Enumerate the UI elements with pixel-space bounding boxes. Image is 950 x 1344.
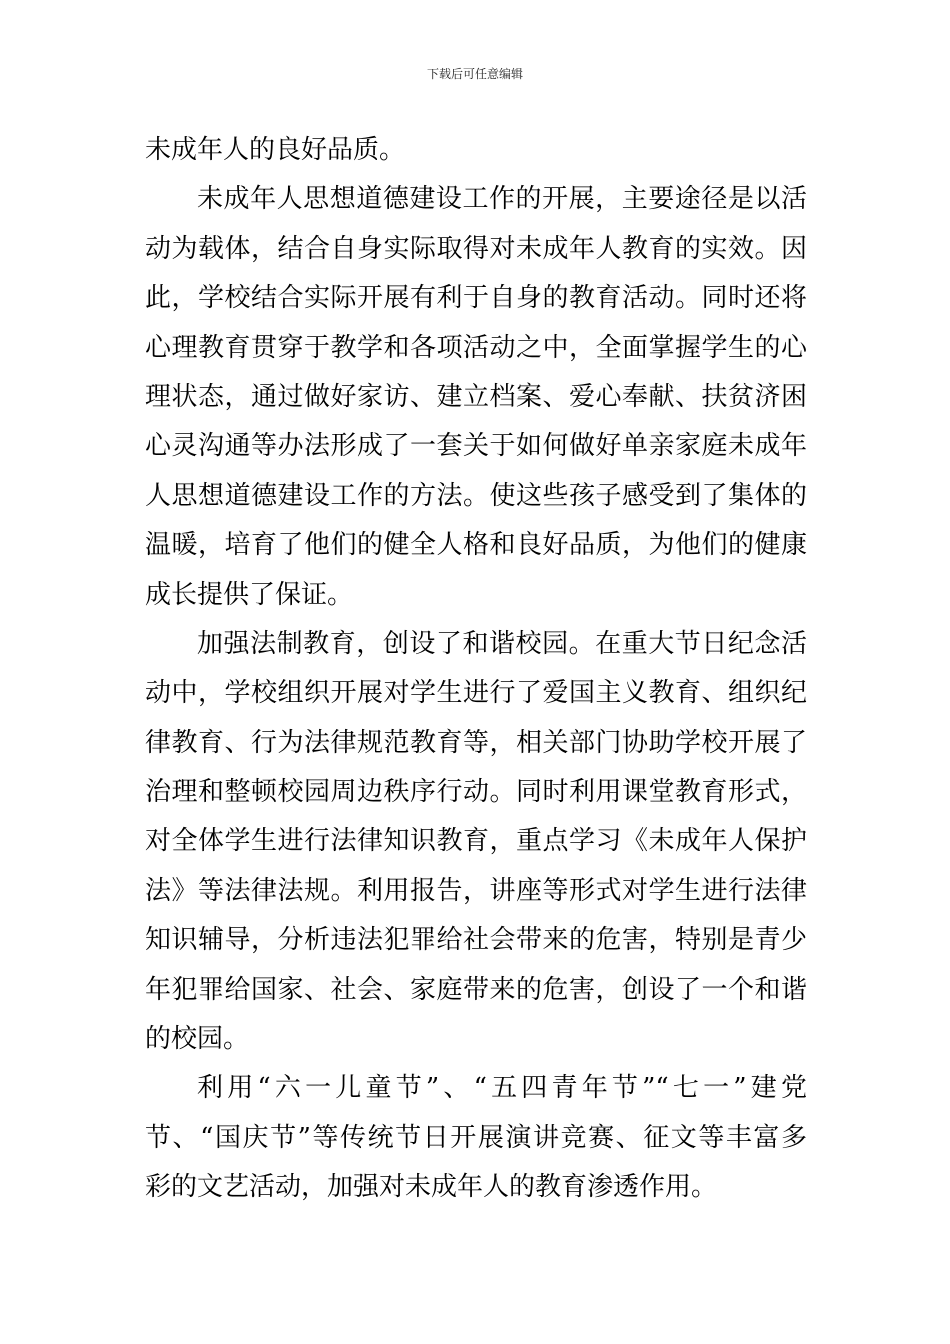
text-line: 节、“国庆节”等传统节日开展演讲竞赛、征文等丰富多 [145,1122,807,1153]
text-line: 此，学校结合实际开展有利于自身的教育活动。同时还将 [145,283,807,314]
text-line: 动为载体，结合自身实际取得对未成年人教育的实效。因 [145,233,807,264]
document-body [145,126,807,1213]
text-line: 利用“六一儿童节”、“五四青年节”“七一”建党 [197,1073,807,1104]
text-line: 年犯罪给国家、社会、家庭带来的危害，创设了一个和谐 [145,974,807,1005]
text-line: 温暖，培育了他们的健全人格和良好品质，为他们的健康 [145,530,807,561]
text-line: 未成年人思想道德建设工作的开展，主要途径是以活 [197,184,807,215]
text-line: 心灵沟通等办法形成了一套关于如何做好单亲家庭未成年 [145,431,807,462]
text-line: 人思想道德建设工作的方法。使这些孩子感受到了集体的 [145,480,807,511]
text-line: 未成年人的良好品质。 [145,135,406,165]
text-line: 心理教育贯穿于教学和各项活动之中，全面掌握学生的心 [145,332,807,363]
text-line: 对全体学生进行法律知识教育，重点学习《未成年人保护 [145,826,807,857]
text-line: 动中，学校组织开展对学生进行了爱国主义教育、组织纪 [145,678,807,709]
text-line: 治理和整顿校园周边秩序行动。同时利用课堂教育形式， [145,777,807,808]
text-line: 法》等法律法规。利用报告，讲座等形式对学生进行法律 [145,875,807,906]
text-line: 加强法制教育，创设了和谐校园。在重大节日纪念活 [197,628,807,659]
text-line: 理状态，通过做好家访、建立档案、爱心奉献、扶贫济困 [145,381,807,412]
text-line: 律教育、行为法律规范教育等，相关部门协助学校开展了 [145,727,807,758]
text-line: 知识辅导，分析违法犯罪给社会带来的危害，特别是青少 [145,925,807,956]
text-line: 成长提供了保证。 [145,579,354,610]
text-line: 的校园。 [145,1024,250,1055]
text-line: 彩的文艺活动，加强对未成年人的教育渗透作用。 [145,1172,718,1203]
page-header: 下载后可任意编辑 [426,67,523,81]
